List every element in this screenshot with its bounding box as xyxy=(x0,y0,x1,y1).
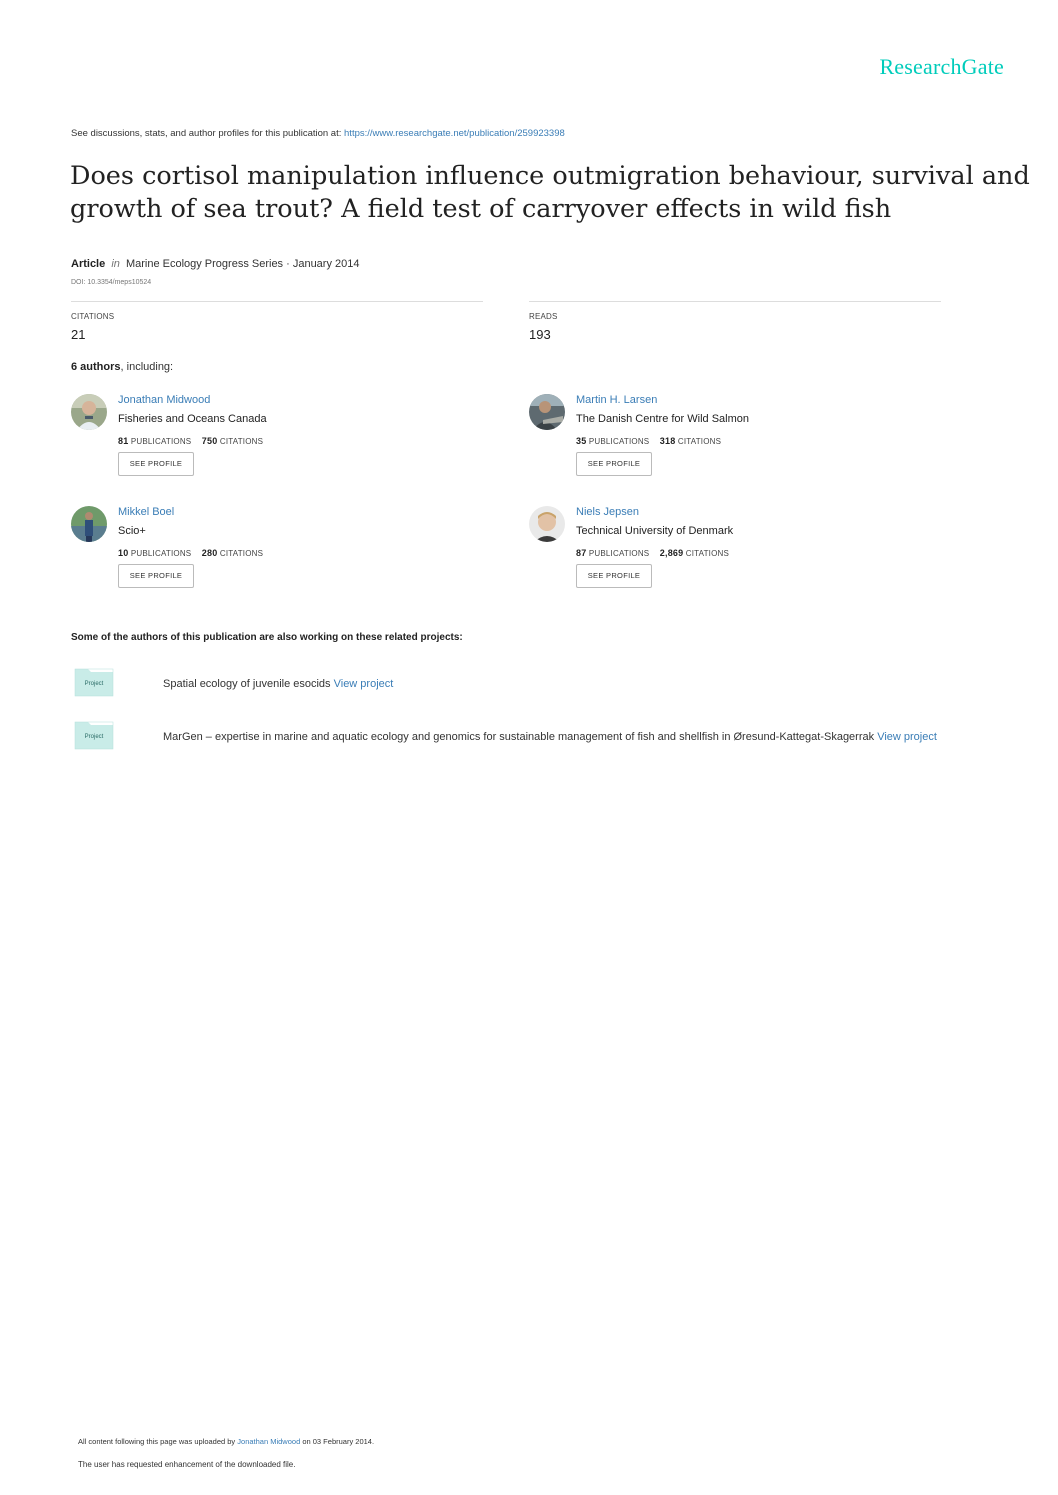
project-title: Spatial ecology of juvenile esocids xyxy=(163,678,331,690)
project-folder-icon[interactable] xyxy=(74,667,114,697)
author-card xyxy=(71,506,491,606)
citations-count: 750 xyxy=(201,436,218,446)
project-item xyxy=(163,731,937,743)
see-profile-button[interactable]: SEE PROFILE xyxy=(576,564,652,588)
citations-count: 280 xyxy=(201,548,218,558)
see-discussions-text: See discussions, stats, and author profiles for this publication at: xyxy=(71,128,345,139)
publications-label: PUBLICATIONS xyxy=(588,437,650,446)
author-stats xyxy=(576,436,721,446)
doi: DOI: 10.3354/meps10524 xyxy=(71,279,152,286)
author-institution: The Danish Centre for Wild Salmon xyxy=(576,413,750,425)
authors-heading xyxy=(71,361,173,373)
authors-suffix: , including: xyxy=(120,361,174,373)
upload-note xyxy=(78,1437,374,1446)
see-discussions-line xyxy=(71,128,565,139)
avatar-photo xyxy=(71,506,107,542)
citations-count: 2,869 xyxy=(659,548,684,558)
citations-label: CITATIONS xyxy=(219,437,264,446)
see-profile-button[interactable]: SEE PROFILE xyxy=(118,564,194,588)
see-profile-button[interactable]: SEE PROFILE xyxy=(118,452,194,476)
author-stats xyxy=(118,436,263,446)
author-name-link[interactable]: Mikkel Boel xyxy=(118,506,175,518)
project-icon-label: Project xyxy=(84,681,104,687)
view-project-link[interactable]: View project xyxy=(333,678,394,690)
author-stats xyxy=(118,548,263,558)
authors-count: 6 authors xyxy=(71,361,121,373)
publications-label: PUBLICATIONS xyxy=(130,437,192,446)
author-card xyxy=(529,506,949,606)
avatar-photo xyxy=(71,394,107,430)
reads-value: 193 xyxy=(529,327,551,342)
uploader-link[interactable]: Jonathan Midwood xyxy=(237,1437,301,1446)
author-card xyxy=(529,394,949,494)
citations-label: CITATIONS xyxy=(677,437,722,446)
citations-label: CITATIONS xyxy=(71,312,115,321)
publication-type: Article xyxy=(71,258,106,270)
publication-meta xyxy=(71,258,360,270)
title-line-2: growth of sea trout? A field test of carryover effects in wild fish xyxy=(70,194,892,224)
citations-value: 21 xyxy=(71,327,86,342)
avatar[interactable] xyxy=(71,394,107,430)
citations-label: CITATIONS xyxy=(219,549,264,558)
researchgate-logo[interactable]: ResearchGate xyxy=(879,54,1004,79)
author-institution: Technical University of Denmark xyxy=(576,525,734,537)
author-name-link[interactable]: Niels Jepsen xyxy=(576,506,639,518)
author-name-link[interactable]: Jonathan Midwood xyxy=(118,394,211,406)
project-item xyxy=(163,678,393,690)
publications-count: 35 xyxy=(576,436,587,446)
upload-prefix: All content following this page was uploaded by xyxy=(78,1437,238,1446)
author-name-link[interactable]: Martin H. Larsen xyxy=(576,394,658,406)
citations-count: 318 xyxy=(659,436,676,446)
publications-label: PUBLICATIONS xyxy=(130,549,192,558)
project-folder-icon[interactable] xyxy=(74,720,114,750)
meta-in: in xyxy=(111,258,120,270)
reads-divider xyxy=(529,301,941,302)
enhancement-note: The user has requested enhancement of the downloaded file. xyxy=(78,1460,296,1469)
avatar[interactable] xyxy=(529,394,565,430)
reads-label: READS xyxy=(529,312,558,321)
avatar[interactable] xyxy=(529,506,565,542)
citations-divider xyxy=(71,301,483,302)
author-card xyxy=(71,394,491,494)
project-title: MarGen – expertise in marine and aquatic ecology and genomics for sustainable management of fish and shellfish in Øresund-Kattegat-Skagerrak xyxy=(163,731,875,743)
avatar-photo xyxy=(529,394,565,430)
related-projects-heading: Some of the authors of this publication are also working on these related projects: xyxy=(71,632,463,643)
publications-count: 87 xyxy=(576,548,587,558)
publication-title xyxy=(70,160,1030,226)
avatar[interactable] xyxy=(71,506,107,542)
publications-count: 10 xyxy=(118,548,129,558)
view-project-link[interactable]: View project xyxy=(877,731,937,743)
citations-label: CITATIONS xyxy=(685,549,730,558)
upload-suffix: on 03 February 2014. xyxy=(300,1437,375,1446)
author-institution: Fisheries and Oceans Canada xyxy=(118,413,267,425)
author-stats xyxy=(576,548,729,558)
publications-count: 81 xyxy=(118,436,129,446)
see-profile-button[interactable]: SEE PROFILE xyxy=(576,452,652,476)
author-institution: Scio+ xyxy=(118,525,146,537)
journal-date: Marine Ecology Progress Series · January 2014 xyxy=(125,258,360,270)
project-icon-label: Project xyxy=(84,734,104,740)
title-line-1: Does cortisol manipulation influence outmigration behaviour, survival and xyxy=(70,161,1030,191)
publications-label: PUBLICATIONS xyxy=(588,549,650,558)
publication-url-link[interactable]: https://www.researchgate.net/publication/259923398 xyxy=(344,128,565,139)
avatar-photo xyxy=(529,506,565,542)
